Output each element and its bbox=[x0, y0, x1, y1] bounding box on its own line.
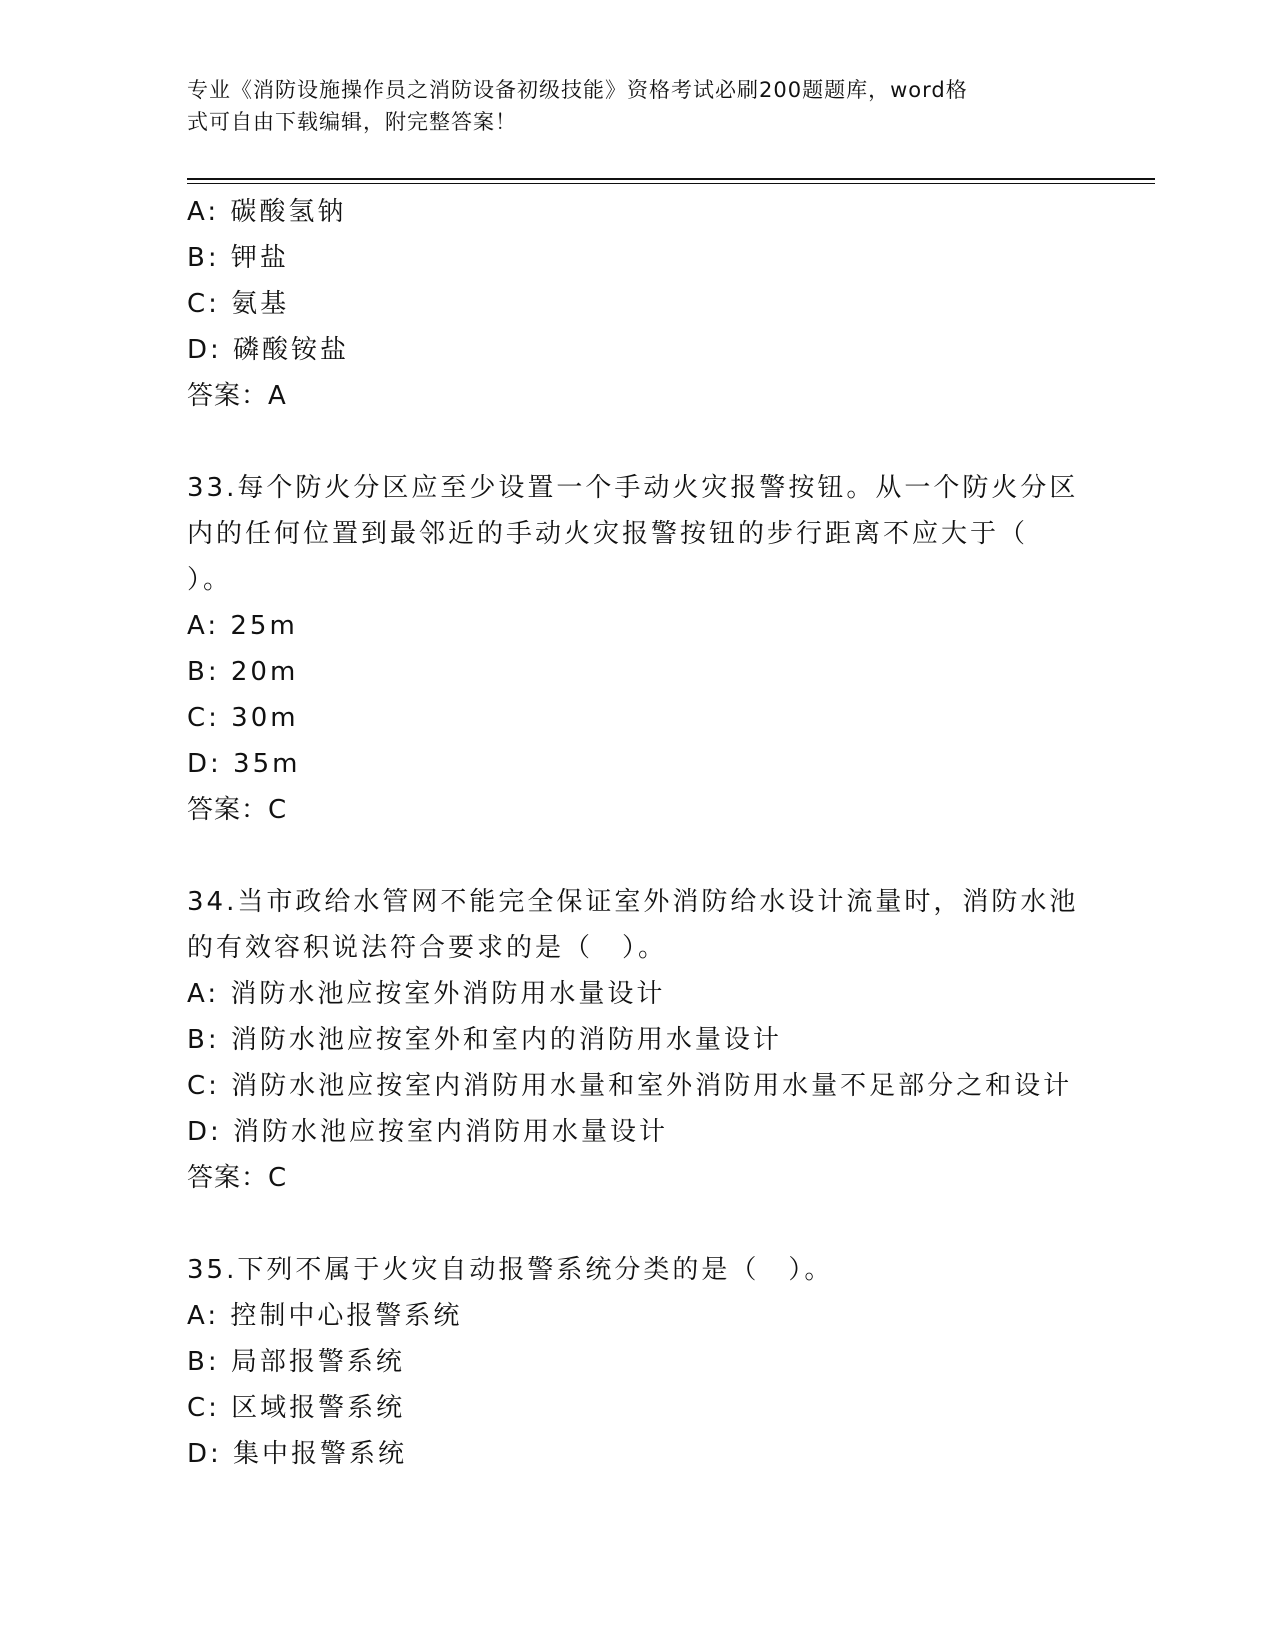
option-b: B: 局部报警系统 bbox=[187, 1347, 405, 1377]
question-stem-line: 的有效容积说法符合要求的是（ ）。 bbox=[187, 933, 668, 963]
option-d: D: 磷酸铵盐 bbox=[187, 335, 350, 365]
option-a: A: 碳酸氢钠 bbox=[187, 197, 347, 227]
question-stem-line: 33.每个防火分区应至少设置一个手动火灾报警按钮。从一个防火分区 bbox=[187, 473, 1079, 503]
spacer bbox=[187, 833, 1087, 879]
question-34-block bbox=[187, 879, 1087, 1201]
question-35-block bbox=[187, 1247, 1087, 1477]
spacer bbox=[187, 419, 1087, 465]
option-c: C: 区域报警系统 bbox=[187, 1393, 406, 1423]
option-c: C: 氨基 bbox=[187, 289, 290, 319]
option-d: D: 35m bbox=[187, 749, 301, 779]
document-header bbox=[187, 74, 1067, 138]
option-a: A: 控制中心报警系统 bbox=[187, 1301, 463, 1331]
option-d: D: 消防水池应按室内消防用水量设计 bbox=[187, 1117, 669, 1147]
question-32-block bbox=[187, 189, 1087, 419]
question-stem-line: ）。 bbox=[187, 565, 233, 595]
answer: 答案：C bbox=[187, 795, 288, 825]
answer: 答案：C bbox=[187, 1163, 288, 1193]
question-stem-line: 34.当市政给水管网不能完全保证室外消防给水设计流量时，消防水池 bbox=[187, 887, 1079, 917]
option-c: C: 消防水池应按室内消防用水量和室外消防用水量不足部分之和设计 bbox=[187, 1071, 1073, 1101]
option-a: A: 25m bbox=[187, 611, 298, 641]
question-stem-line: 35.下列不属于火灾自动报警系统分类的是（ ）。 bbox=[187, 1255, 834, 1285]
question-stem-line: 内的任何位置到最邻近的手动火灾报警按钮的步行距离不应大于（ bbox=[187, 519, 1029, 549]
option-c: C: 30m bbox=[187, 703, 299, 733]
header-divider-thick bbox=[187, 178, 1155, 180]
option-b: B: 20m bbox=[187, 657, 299, 687]
header-line-2: 式可自由下载编辑，附完整答案！ bbox=[187, 110, 517, 134]
header-divider-thin bbox=[187, 183, 1155, 184]
question-list bbox=[187, 189, 1087, 1477]
question-33-block bbox=[187, 465, 1087, 833]
spacer bbox=[187, 1201, 1087, 1247]
option-b: B: 钾盐 bbox=[187, 243, 289, 273]
option-a: A: 消防水池应按室外消防用水量设计 bbox=[187, 979, 666, 1009]
header-line-1: 专业《消防设施操作员之消防设备初级技能》资格考试必刷200题题库，word格 bbox=[187, 78, 968, 102]
option-b: B: 消防水池应按室外和室内的消防用水量设计 bbox=[187, 1025, 782, 1055]
option-d: D: 集中报警系统 bbox=[187, 1439, 408, 1469]
answer: 答案：A bbox=[187, 381, 287, 411]
